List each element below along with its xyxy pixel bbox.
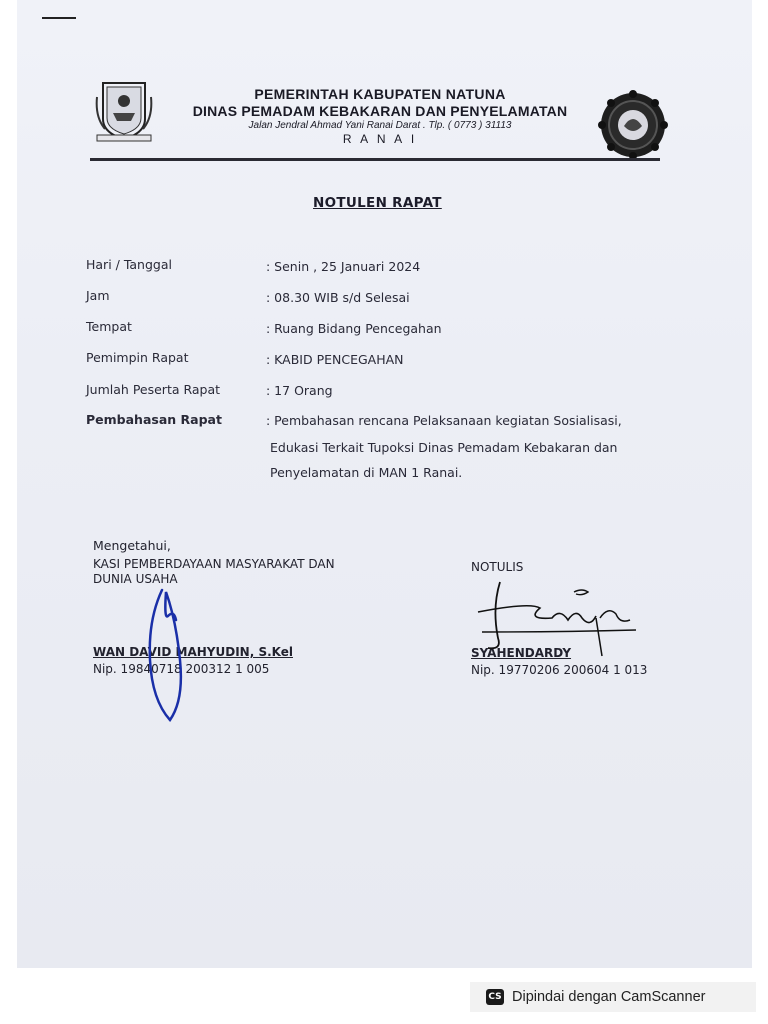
pen-mark bbox=[42, 17, 76, 19]
field-label-place: Tempat bbox=[86, 319, 132, 334]
left-signer-nip: Nip. 19840718 200312 1 005 bbox=[93, 662, 270, 676]
field-label-date: Hari / Tanggal bbox=[86, 257, 172, 272]
header-address: Jalan Jendral Ahmad Yani Ranai Darat . Tlp. ( 0773 ) 31113 bbox=[248, 120, 512, 131]
left-signer-name: WAN DAVID MAHYUDIN, S.Kel bbox=[93, 645, 293, 659]
right-signer-nip: Nip. 19770206 200604 1 013 bbox=[471, 663, 648, 677]
field-value-participants: : 17 Orang bbox=[266, 383, 333, 398]
left-handwritten-signature bbox=[140, 580, 200, 730]
camscanner-icon: CS bbox=[486, 989, 504, 1005]
field-value-place: : Ruang Bidang Pencegahan bbox=[266, 321, 442, 336]
field-label-chair: Pemimpin Rapat bbox=[86, 350, 189, 365]
document-title: NOTULEN RAPAT bbox=[313, 195, 442, 211]
right-signer-name: SYAHENDARDY bbox=[471, 646, 572, 660]
header-government: PEMERINTAH KABUPATEN NATUNA bbox=[254, 86, 506, 102]
field-label-participants: Jumlah Peserta Rapat bbox=[86, 382, 221, 397]
acknowledged-label: Mengetahui, bbox=[93, 538, 171, 553]
field-label-discussion: Pembahasan Rapat bbox=[86, 412, 222, 427]
field-value-time: : 08.30 WIB s/d Selesai bbox=[266, 290, 410, 305]
field-label-time: Jam bbox=[86, 288, 110, 303]
right-handwritten-signature bbox=[470, 578, 645, 658]
header-city: R A N A I bbox=[342, 132, 418, 146]
left-position-line1: KASI PEMBERDAYAAN MASYARAKAT DAN bbox=[93, 557, 335, 571]
discussion-line-2: Edukasi Terkait Tupoksi Dinas Pemadam Kebakaran dan bbox=[270, 440, 618, 455]
camscanner-label: Dipindai dengan CamScanner bbox=[512, 989, 706, 1005]
minutes-taker-label: NOTULIS bbox=[471, 560, 524, 574]
field-value-chair: : KABID PENCEGAHAN bbox=[266, 352, 404, 367]
fire-department-emblem-logo bbox=[598, 90, 668, 160]
header-agency: DINAS PEMADAM KEBAKARAN DAN PENYELAMATAN bbox=[192, 103, 568, 119]
camscanner-watermark bbox=[470, 982, 756, 1012]
header-divider bbox=[90, 158, 660, 161]
natuna-emblem-logo bbox=[93, 77, 155, 145]
left-position-line2: DUNIA USAHA bbox=[93, 572, 178, 586]
field-value-date: : Senin , 25 Januari 2024 bbox=[266, 259, 421, 274]
field-value-discussion: : Pembahasan rencana Pelaksanaan kegiatan Sosialisasi, bbox=[266, 413, 622, 428]
discussion-line-3: Penyelamatan di MAN 1 Ranai. bbox=[270, 465, 463, 480]
